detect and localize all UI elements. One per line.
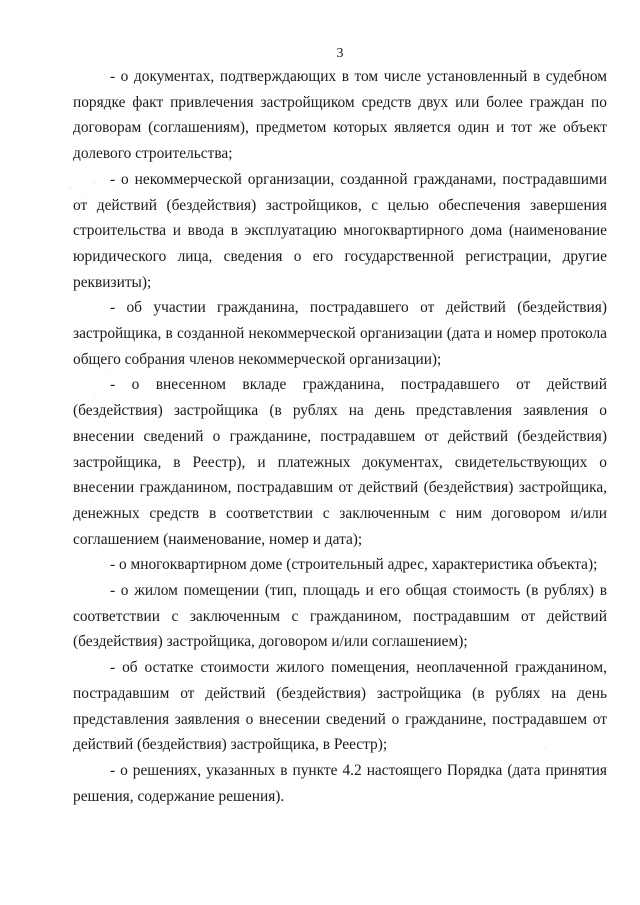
page-number: 3 (336, 46, 344, 61)
paragraph-decisions: - о решениях, указанных в пункте 4.2 настоящего Порядка (дата принятия решения, содержание решения). (73, 761, 607, 805)
document-body (73, 64, 607, 809)
paragraph-residential-premises: - о жилом помещении (тип, площадь и его общая стоимость (в рублях) в соответствии с заключенным с гражданином, пострадавшим от действий (бездействия) застройщика, договором и/или соглашением); (73, 582, 607, 651)
paragraph-participation: - об участии гражданина, пострадавшего от действий (бездействия) застройщика, в созданной некоммерческой организации (дата и номер протокола общего собрания членов некоммерческой организации); (73, 299, 607, 368)
paragraph-contribution: - о внесенном вкладе гражданина, пострадавшего от действий (бездействия) застройщика (в рублях на день представления заявления о внесении сведений о гражданине, пострадавшем от действий (бездействия) застройщика, в Реестр), и платежных документах, свидетельствующих о внесении гражданином, пострадавшим от действий (бездействия) застройщика, денежных средств в соответствии с заключенным с ним договором и/или соглашением (наименование, номер и дата); (73, 376, 607, 548)
paragraph-remaining-cost: - об остатке стоимости жилого помещения, неоплаченной гражданином, пострадавшим от действий (бездействия) застройщика (в рублях на день представления заявления о внесении сведений о гражданине, пострадавшем от действий (бездействия) застройщика, в Реестр); (73, 659, 607, 754)
paragraph-documents: - о документах, подтверждающих в том числе установленный в судебном порядке факт привлечения застройщиком средств двух или более граждан по договорам (соглашениям), предметом которых является один и тот же объект долевого строительства; (73, 68, 607, 163)
paragraph-apartment-building: - о многоквартирном доме (строительный адрес, характеристика объекта); (110, 556, 598, 574)
paragraph-noncommercial-org: - о некоммерческой организации, созданной гражданами, пострадавшими от действий (бездействия) застройщиков, с целью обеспечения завершения строительства и ввода в эксплуатацию многоквартирного дома (наименование юридического лица, сведения о его государственной регистрации, другие реквизиты); (73, 170, 607, 291)
